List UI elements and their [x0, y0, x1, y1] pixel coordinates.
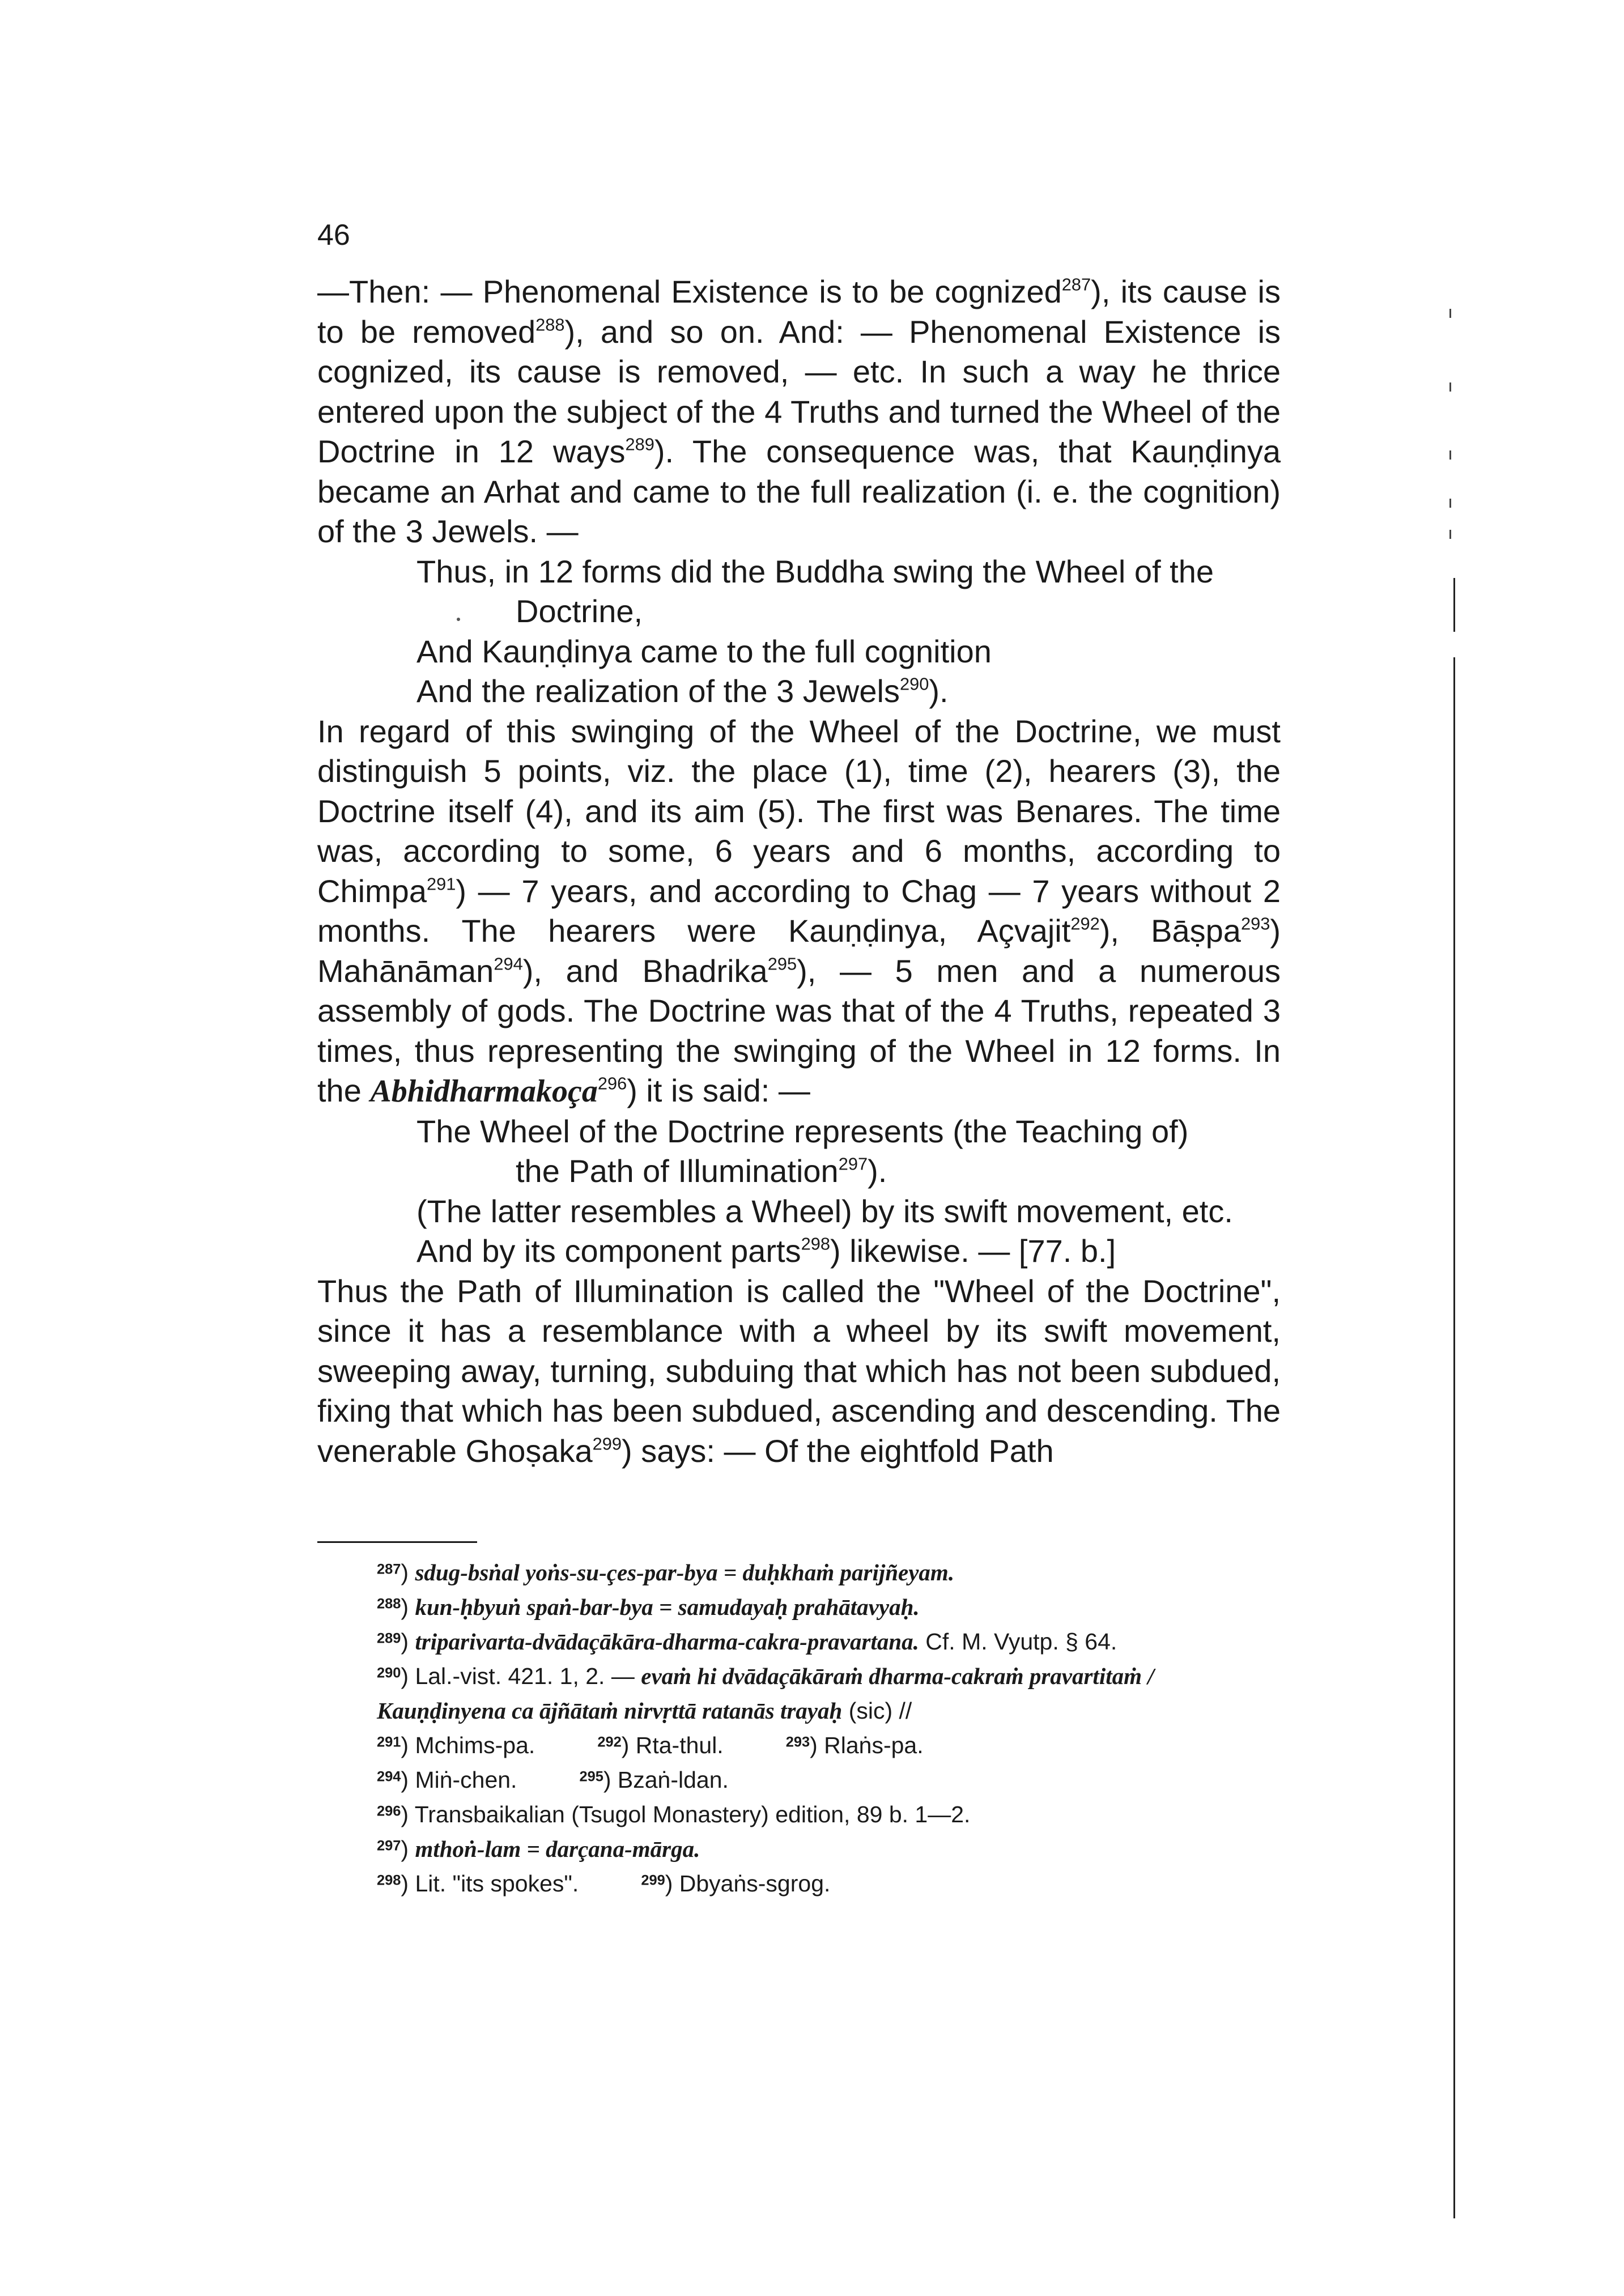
footnote-ref[interactable]: 292 — [1070, 913, 1100, 934]
footnote-297: $^{297}$) mthoṅ-lam = darçana-mārga. — [377, 1836, 700, 1862]
page-number: 46 — [317, 219, 350, 252]
scan-speck — [457, 618, 460, 621]
footnote-ref[interactable]: 293 — [1240, 913, 1270, 934]
footnote-divider — [317, 1541, 477, 1543]
footnote-298-299: $^{298}$) Lit. "its spokes". $^{299}$) Dbyaṅs-sgrog. — [377, 1870, 831, 1897]
footnote-ref[interactable]: 294 — [494, 953, 523, 973]
footnote-ref[interactable]: 287 — [1061, 274, 1091, 295]
footnote-294-295: $^{294}$) Miṅ-chen. $^{295}$) Bzaṅ-ldan. — [377, 1767, 729, 1793]
footnotes — [317, 1555, 1281, 1901]
footnote-291-293: $^{291}$) Mchims-pa. $^{292}$) Rta-thul. $^{293}$) Rlaṅs-pa. — [377, 1732, 924, 1758]
main-text — [317, 272, 1281, 1471]
footnote-289: $^{289}$) triparivarta-dvādaçākāra-dharma-cakra-pravartana. Cf. M. Vyutp. § 64. — [377, 1629, 1117, 1655]
footnote-ref[interactable]: 299 — [592, 1433, 622, 1453]
footnote-ref[interactable]: 288 — [535, 314, 565, 334]
italic-title: Abhidharmakoça — [370, 1074, 598, 1109]
footnote-ref[interactable]: 298 — [801, 1234, 830, 1254]
paragraph-1: —Then: — Phenomenal Existence is to be cognized$^{287}$), its cause is to be removed$^{288}$), and so on. And: — Phenomenal Existence is cognized, its cause is removed, — etc. In such a way he thrice entered upon the subject of the 4 Truths and turned the Wheel of the Doctrine in 12 ways$^{289}$). The consequence was, that Kauṇḍinya became an Arhat and came to the full realization (i. e. the cognition) of the 3 Jewels. — — [317, 274, 1281, 549]
paragraph-3: Thus the Path of Illumination is called the "Wheel of the Doctrine", since it has a resemblance with a wheel by its swift movement, sweeping away, turning, subduing that which has not been subdued, fixing that which has been subdued, ascending and descending. The venerable Ghoṣaka$^{299}$) says: — Of the eightfold Path — [317, 1273, 1281, 1469]
footnote-ref[interactable]: 297 — [838, 1154, 868, 1174]
footnote-ref[interactable]: 295 — [767, 953, 797, 973]
scan-margin-line — [1453, 657, 1455, 2218]
footnote-288: $^{288}$) kun-ḥbyuṅ spaṅ-bar-bya = samudayaḥ prahātavyaḥ. — [377, 1594, 920, 1620]
scan-margin-line — [1453, 578, 1455, 632]
footnote-ref[interactable]: 296 — [597, 1073, 627, 1094]
verse-2: The Wheel of the Doctrine represents (the Teaching of) the Path of Illumination$^{297}$). (The latter resembles a Wheel) by its swift movement, etc. And by its component parts$^{298}$) likewise. — [77. b.] — [416, 1113, 1233, 1269]
scan-mark — [1449, 382, 1451, 392]
footnote-287: $^{287}$) sdug-bsṅal yoṅs-su-çes-par-bya = duḥkhaṁ parijñeyam. — [377, 1559, 955, 1585]
footnote-ref[interactable]: 289 — [625, 434, 654, 454]
footnote-290: $^{290}$) Lal.-vist. 421. 1, 2. — evaṁ hi dvādaçākāraṁ dharma-cakraṁ pravartitaṁ / Kauṇḍinyena ca ājñātaṁ nirvṛttā ratanās trayaḥ (sic) // — [377, 1663, 1154, 1724]
scan-mark — [1449, 499, 1451, 508]
paragraph-2: In regard of this swinging of the Wheel of the Doctrine, we must distinguish 5 points, viz. the place (1), time (2), hearers (3), the Doctrine itself (4), and its aim (5). The first was Benares. The time was, according to some, 6 years and 6 months, according to Chimpa$^{291}$) — 7 years, and according to Chag — 7 years without 2 months. The hearers were Kauṇḍinya, Açvajit$^{292}$), Bāṣpa$^{293}$) Mahānāman$^{294}$), and Bhadrika$^{295}$), — 5 men and a numerous assembly of gods. The Doctrine was that of the 4 Truths, repeated 3 times, thus representing the swinging of the Wheel in 12 forms. In the Abhidharmakoça$^{296}$) it is said: — — [317, 713, 1281, 1109]
scan-mark — [1449, 450, 1451, 460]
footnote-ref[interactable]: 290 — [899, 674, 929, 694]
footnote-ref[interactable]: 291 — [426, 873, 456, 894]
verse-1: Thus, in 12 forms did the Buddha swing the Wheel of the Doctrine, And Kauṇḍinya came to the full cognition And the realization of the 3 Jewels$^{290}$). — [416, 553, 1214, 709]
scan-mark — [1449, 530, 1451, 539]
footnote-296: $^{296}$) Transbaikalian (Tsugol Monastery) edition, 89 b. 1—2. — [377, 1801, 971, 1827]
scan-mark — [1449, 309, 1451, 318]
